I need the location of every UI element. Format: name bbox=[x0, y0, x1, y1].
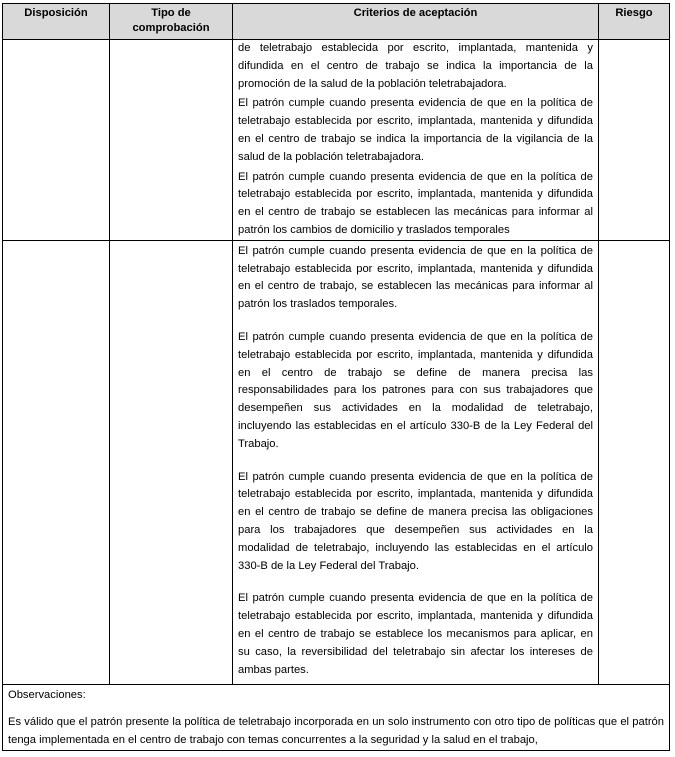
criterion-paragraph: El patrón cumple cuando presenta evidencia de que en la política de teletrabajo establecida por escrito, implantada, mantenida y difundida en el centro de trabajo se establece los mecanismos para aplicar, en su caso, la reversibilidad del teletrabajo sin afectar los intereses de ambas partes. bbox=[238, 592, 593, 676]
criterion-paragraph: El patrón cumple cuando presenta evidencia de que en la política de teletrabajo establecida por escrito, implantada, mantenida y difundida en el centro de trabajo se establecen las mecánicas para informar al patrón los cambios de domicilio y traslados temporales bbox=[238, 170, 593, 236]
tipo-cell bbox=[110, 240, 233, 685]
observaciones-cell bbox=[3, 685, 670, 750]
criterion-paragraph: El patrón cumple cuando presenta evidencia de que en la política de teletrabajo establecida por escrito, implantada, mantenida y difundida en el centro de trabajo se indica la importancia de la vigilancia de la salud de la población teletrabajadora. bbox=[238, 97, 593, 163]
observaciones-row bbox=[3, 685, 670, 750]
criterion-paragraph: El patrón cumple cuando presenta evidencia de que en la política de teletrabajo establecida por escrito, implantada, mantenida y difundida en el centro de trabajo se define de manera precisa las responsabilidades para los patrones para con sus trabajadores que desempeñen sus actividades en la modalidad de teletrabajo, incluyendo las establecidas en el artículo 330-B de la Ley Federal del Trabajo. bbox=[238, 330, 593, 450]
table-row bbox=[3, 40, 670, 241]
criterion-paragraph: El patrón cumple cuando presenta evidencia de que en la política de teletrabajo establecida por escrito, implantada, mantenida y difundida en el centro de trabajo se define de manera precisa las obligaciones para los trabajadores que desempeñen sus actividades en la modalidad de teletrabajo, incluyendo las establecidas en el artículo 330-B de la Ley Federal del Trabajo. bbox=[238, 470, 593, 572]
header-criterios: Criterios de aceptación bbox=[233, 4, 599, 40]
observaciones-text: Es válido que el patrón presente la política de teletrabajo incorporada en un solo instrumento con otro tipo de políticas que el patrón tenga implementada en el centro de trabajo con temas concurrentes a la seguridad y la salud en el trabajo, bbox=[8, 716, 664, 746]
header-disposicion: Disposición bbox=[3, 4, 110, 40]
riesgo-cell bbox=[599, 240, 670, 685]
disposicion-cell bbox=[3, 240, 110, 685]
disposicion-cell bbox=[3, 40, 110, 241]
criterios-cell bbox=[233, 240, 599, 685]
riesgo-cell bbox=[599, 40, 670, 241]
criterion-paragraph: de teletrabajo establecida por escrito, implantada, mantenida y difundida en el centro de trabajo se indica la importancia de la promoción de la salud de la población teletrabajadora. bbox=[238, 42, 593, 90]
acceptance-criteria-table bbox=[2, 3, 670, 751]
tipo-cell bbox=[110, 40, 233, 241]
observaciones-title: Observaciones: bbox=[8, 689, 86, 702]
header-tipo-comprobacion: Tipo de comprobación bbox=[110, 4, 233, 40]
header-riesgo: Riesgo bbox=[599, 4, 670, 40]
criterios-cell bbox=[233, 40, 599, 241]
criterion-paragraph: El patrón cumple cuando presenta evidencia de que en la política de teletrabajo establecida por escrito, implantada, mantenida y difundida en el centro de trabajo, se establecen las mecánicas para informar al patrón los traslados temporales. bbox=[238, 244, 593, 311]
table-row bbox=[3, 240, 670, 685]
table-header-row bbox=[3, 4, 670, 40]
